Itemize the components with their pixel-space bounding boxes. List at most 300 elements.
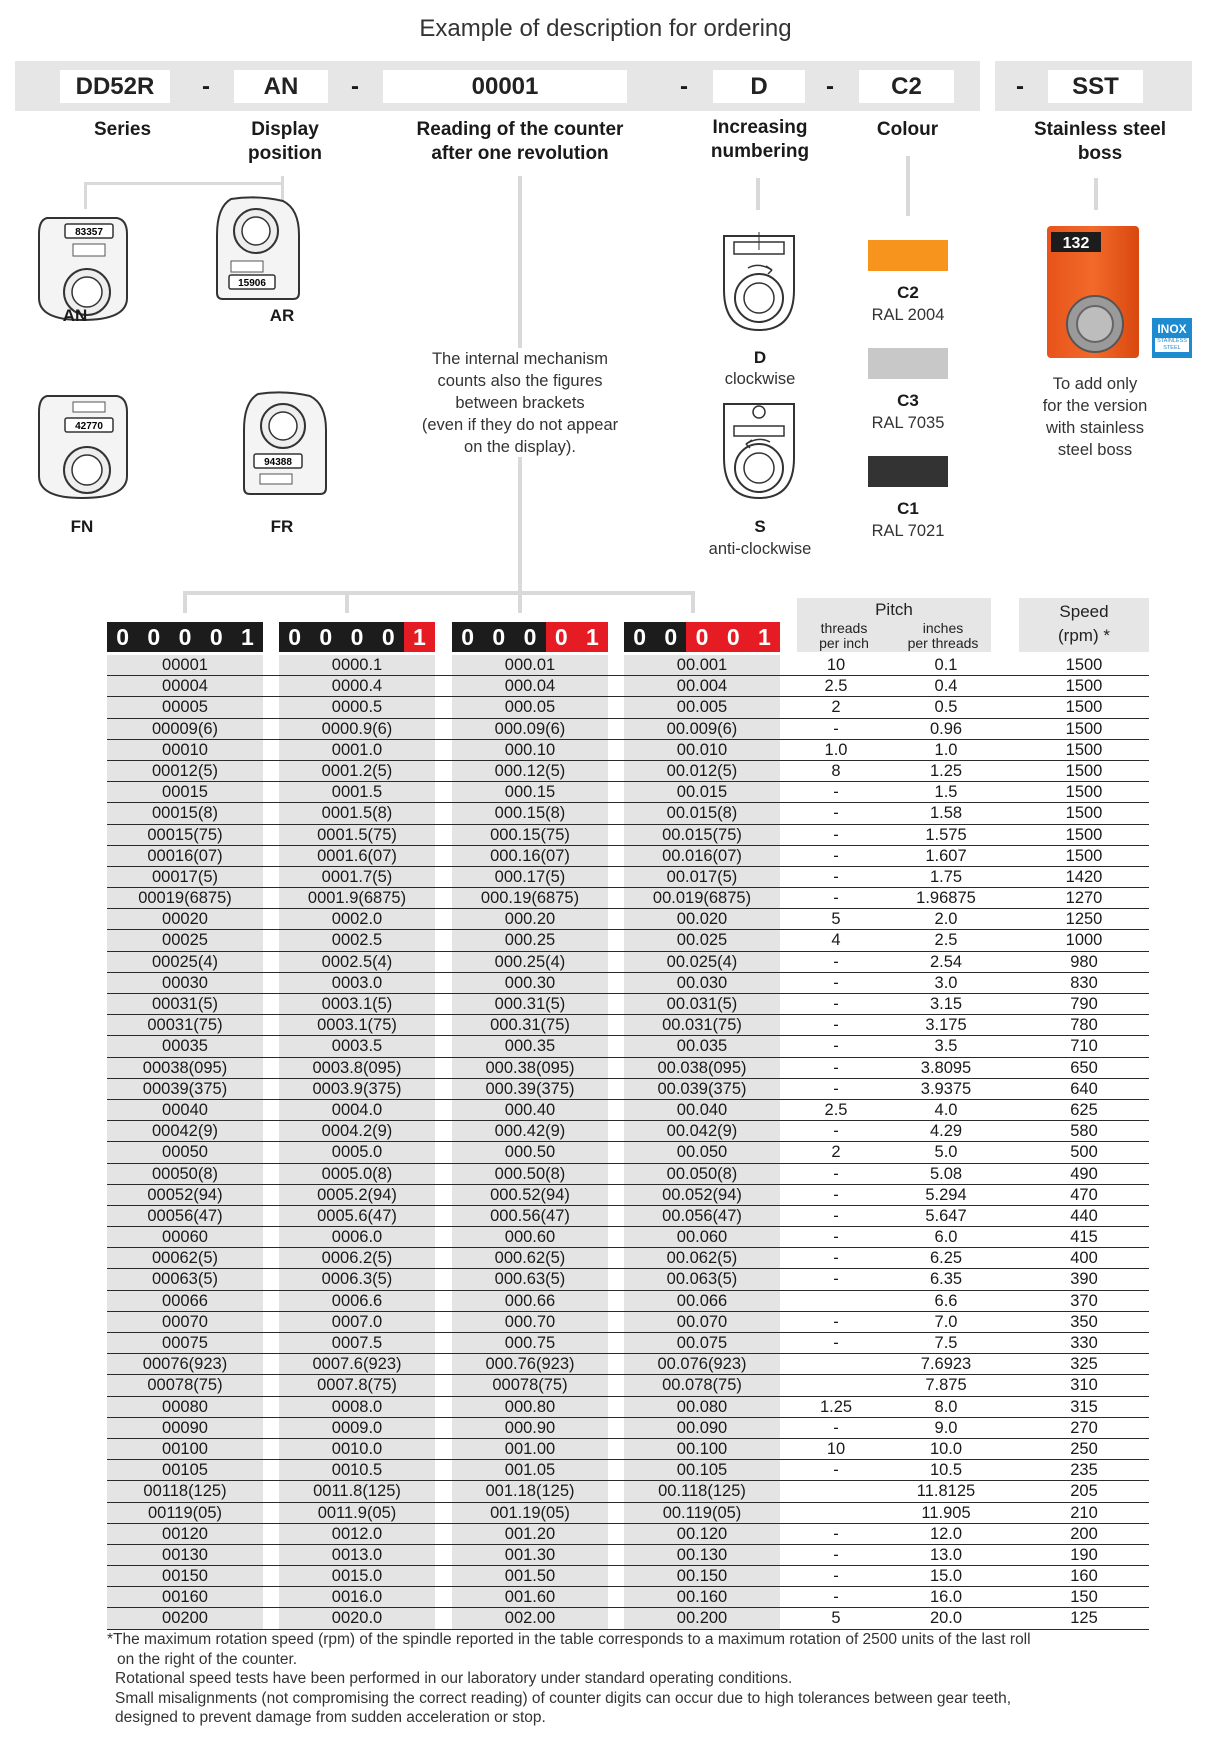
speed-rpm-cell: 1500 <box>1065 761 1103 780</box>
threads-per-inch-cell: - <box>833 1588 839 1607</box>
page-title: Example of description for ordering <box>419 15 792 42</box>
threads-per-inch-cell: - <box>833 1016 839 1035</box>
counter-digit: 0 <box>381 623 395 650</box>
reading-2-roll-cell: 0003.8(095) <box>279 1058 435 1078</box>
inches-per-thread-cell: 2.5 <box>934 931 958 950</box>
position-fn-illustration <box>35 390 130 502</box>
speed-rpm-cell: 1500 <box>1065 783 1103 802</box>
code-separator: - <box>351 73 359 100</box>
speed-rpm-cell: 370 <box>1070 1291 1098 1310</box>
table-row <box>107 1164 1149 1185</box>
table-row <box>107 1375 1149 1396</box>
reading-3-roll-cell: 00078(75) <box>452 1375 608 1395</box>
label-line: position <box>248 143 322 164</box>
counter-digit: 1 <box>749 622 780 652</box>
speed-rpm-cell: 1270 <box>1065 889 1103 908</box>
reading-1-roll-cell: 00035 <box>107 1036 263 1056</box>
colour-c3-ral: RAL 7035 <box>871 414 945 432</box>
reading-1-roll-cell: 00015(75) <box>107 825 263 845</box>
reading-2-roll-cell: 0006.2(5) <box>279 1248 435 1268</box>
speed-rpm-cell: 350 <box>1070 1312 1098 1331</box>
table-row <box>107 1418 1149 1439</box>
data-table <box>107 655 1149 1630</box>
reading-2-roll-cell: 0009.0 <box>279 1418 435 1438</box>
speed-rpm-cell: 400 <box>1070 1249 1098 1268</box>
inches-per-thread-cell: 6.0 <box>934 1228 958 1247</box>
reading-2-roll-cell: 0000.4 <box>279 676 435 696</box>
reading-2-roll-cell: 0003.9(375) <box>279 1079 435 1099</box>
reading-1-roll-cell: 00016(07) <box>107 846 263 866</box>
table-row <box>107 888 1149 909</box>
counter-digit: 0 <box>633 623 646 650</box>
note-line: counts also the figures <box>437 372 603 390</box>
reading-1-roll-cell: 00020 <box>107 909 263 929</box>
table-row <box>107 655 1149 676</box>
reading-2-roll-cell: 0011.8(125) <box>279 1481 435 1501</box>
reading-3-roll-cell: 000.52(94) <box>452 1185 608 1205</box>
reading-4-roll-cell: 00.019(6875) <box>624 888 780 908</box>
counter-digit: 0 <box>546 622 577 652</box>
table-row <box>107 1566 1149 1587</box>
inches-per-thread-cell: 6.35 <box>929 1270 963 1289</box>
reading-3-roll-cell: 000.75 <box>452 1333 608 1353</box>
speed-rpm-cell: 640 <box>1070 1079 1098 1098</box>
reading-3-roll-cell: 000.39(375) <box>452 1079 608 1099</box>
reading-3-roll-cell: 000.56(47) <box>452 1206 608 1226</box>
direction-d-code: D <box>753 348 767 367</box>
guide-line <box>1094 178 1098 210</box>
label-line: Reading of the counter <box>416 119 624 140</box>
reading-1-roll-cell: 00200 <box>107 1608 263 1628</box>
reading-4-roll-cell: 00.056(47) <box>624 1206 780 1226</box>
table-row <box>107 803 1149 824</box>
inches-per-thread-cell: 1.25 <box>929 761 963 780</box>
footnote-line: *The maximum rotation speed (rpm) of the spindle reported in the table corresponds to a maximum rotation of 2500 units of the last roll <box>107 1631 1031 1648</box>
threads-per-inch-cell <box>797 1354 875 1374</box>
inches-per-thread-cell: 10.0 <box>929 1439 963 1458</box>
threads-per-inch-cell: - <box>833 952 839 971</box>
reading-3-roll-cell: 000.30 <box>452 973 608 993</box>
reading-3-roll-cell: 000.31(75) <box>452 1015 608 1035</box>
speed-rpm-cell: 1500 <box>1065 825 1103 844</box>
label-reading <box>390 118 650 166</box>
threads-per-inch-cell: - <box>833 1079 839 1098</box>
inches-per-thread-cell: 0.96 <box>929 719 963 738</box>
table-row <box>107 1503 1149 1524</box>
threads-per-inch-cell: - <box>833 1206 839 1225</box>
inches-per-thread-cell: 5.08 <box>929 1164 963 1183</box>
reading-1-roll-cell: 00017(5) <box>107 867 263 887</box>
reading-1-roll-cell: 00063(5) <box>107 1269 263 1289</box>
reading-4-roll-cell: 00.015(75) <box>624 825 780 845</box>
reading-4-roll-cell: 00.042(9) <box>624 1121 780 1141</box>
reading-1-roll-cell: 00130 <box>107 1545 263 1565</box>
inches-per-thread-cell: 8.0 <box>934 1397 958 1416</box>
counter-digit: 0 <box>288 623 301 650</box>
reading-4-roll-cell: 00.025 <box>624 930 780 950</box>
reading-1-roll-cell: 00060 <box>107 1227 263 1247</box>
threads-per-inch-cell: - <box>833 889 839 908</box>
speed-rpm-cell: 830 <box>1070 973 1098 992</box>
reading-2-roll-cell: 0010.5 <box>279 1460 435 1480</box>
label-line: Stainless steel <box>1033 119 1167 140</box>
inches-per-thread-cell: 12.0 <box>929 1524 963 1543</box>
table-row <box>107 867 1149 888</box>
inox-badge-icon <box>1152 318 1192 358</box>
table-row <box>107 1206 1149 1227</box>
reading-3-roll-cell: 001.19(05) <box>452 1503 608 1523</box>
reading-1-roll-cell: 00040 <box>107 1100 263 1120</box>
reading-3-roll-cell: 000.01 <box>452 655 608 675</box>
reading-2-roll-cell: 0010.0 <box>279 1439 435 1459</box>
code-boss: SST <box>1048 70 1143 103</box>
label-boss <box>1020 118 1180 166</box>
reading-1-roll-cell: 00038(095) <box>107 1058 263 1078</box>
table-row <box>107 1036 1149 1057</box>
inches-per-thread-cell: 1.75 <box>929 867 963 886</box>
guide-line <box>756 178 760 210</box>
threads-per-inch-cell: 10 <box>826 1439 846 1458</box>
mechanism-note <box>400 348 640 458</box>
reading-3-roll-cell: 000.25(4) <box>452 952 608 972</box>
reading-3-roll-cell: 000.16(07) <box>452 846 608 866</box>
reading-2-roll-cell: 0011.9(05) <box>279 1503 435 1523</box>
reading-4-roll-cell: 00.020 <box>624 909 780 929</box>
threads-per-inch-cell: 2.5 <box>824 677 848 696</box>
inches-per-thread-cell: 1.0 <box>934 740 958 759</box>
guide-line <box>183 591 695 595</box>
boss-display-digits: 132 <box>1062 235 1090 252</box>
anti-clockwise-diagram <box>718 398 800 503</box>
reading-3-roll-cell: 001.05 <box>452 1460 608 1480</box>
reading-2-roll-cell: 0001.0 <box>279 740 435 760</box>
table-row <box>107 697 1149 718</box>
table-row <box>107 1185 1149 1206</box>
reading-4-roll-cell: 00.031(5) <box>624 994 780 1014</box>
reading-4-roll-cell: 00.025(4) <box>624 952 780 972</box>
reading-3-roll-cell: 000.17(5) <box>452 867 608 887</box>
reading-4-roll-cell: 00.030 <box>624 973 780 993</box>
table-row <box>107 676 1149 697</box>
reading-3-roll-cell: 000.50 <box>452 1142 608 1162</box>
header-line: inches <box>922 620 964 636</box>
note-line: between brackets <box>455 394 585 412</box>
speed-rpm-cell: 210 <box>1070 1503 1098 1522</box>
code-separator: - <box>202 73 210 100</box>
reading-3-roll-cell: 000.66 <box>452 1291 608 1311</box>
threads-per-inch-cell: - <box>833 804 839 823</box>
inches-per-thread-cell: 1.575 <box>925 825 967 844</box>
reading-4-roll-cell: 00.060 <box>624 1227 780 1247</box>
counter-digit: 0 <box>147 623 161 650</box>
reading-1-roll-cell: 00025(4) <box>107 952 263 972</box>
reading-1-roll-cell: 00120 <box>107 1524 263 1544</box>
position-an-digits: 83357 <box>75 227 103 238</box>
threads-per-inch-cell: - <box>833 1164 839 1183</box>
reading-2-roll-cell: 0007.5 <box>279 1333 435 1353</box>
reading-2-roll-cell: 0020.0 <box>279 1608 435 1628</box>
table-row <box>107 1333 1149 1354</box>
position-fr-digits: 94388 <box>264 457 292 468</box>
reading-4-roll-cell: 00.078(75) <box>624 1375 780 1395</box>
inches-per-thread-cell: 5.294 <box>925 1185 967 1204</box>
reading-3-roll-cell: 000.19(6875) <box>452 888 608 908</box>
table-row <box>107 1439 1149 1460</box>
table-row <box>107 1524 1149 1545</box>
table-row <box>107 973 1149 994</box>
note-line: To add only <box>1052 375 1138 393</box>
reading-1-roll-cell: 00070 <box>107 1312 263 1332</box>
reading-1-roll-cell: 00066 <box>107 1291 263 1311</box>
guide-line <box>691 591 695 613</box>
speed-rpm-cell: 160 <box>1070 1567 1098 1586</box>
reading-2-roll-cell: 0007.6(923) <box>279 1354 435 1374</box>
reading-3-roll-cell: 000.15 <box>452 782 608 802</box>
speed-rpm-cell: 330 <box>1070 1334 1098 1352</box>
threads-per-inch-cell: - <box>833 825 839 844</box>
reading-4-roll-cell: 00.150 <box>624 1566 780 1586</box>
counter-display <box>279 622 435 652</box>
speed-rpm-cell: 1000 <box>1065 931 1103 950</box>
inches-per-thread-header <box>893 621 993 651</box>
label-line: Increasing <box>712 117 808 138</box>
inches-per-thread-cell: 10.5 <box>929 1461 963 1480</box>
reading-2-roll-cell: 0001.2(5) <box>279 761 435 781</box>
label-colour: Colour <box>876 119 939 140</box>
table-row <box>107 1121 1149 1142</box>
inches-per-thread-cell: 4.29 <box>929 1122 963 1141</box>
table-row <box>107 1545 1149 1566</box>
reading-2-roll-cell: 0001.5(75) <box>279 825 435 845</box>
threads-per-inch-cell: 1.0 <box>824 740 848 759</box>
speed-rpm-cell: 150 <box>1070 1588 1098 1607</box>
reading-2-roll-cell: 0002.0 <box>279 909 435 929</box>
reading-4-roll-cell: 00.012(5) <box>624 761 780 781</box>
table-row <box>107 1587 1149 1608</box>
inches-per-thread-cell: 1.607 <box>925 846 967 865</box>
table-row <box>107 846 1149 867</box>
reading-2-roll-cell: 0002.5(4) <box>279 952 435 972</box>
reading-3-roll-cell: 000.05 <box>452 697 608 717</box>
table-row <box>107 1142 1149 1163</box>
speed-rpm-cell: 440 <box>1070 1206 1098 1225</box>
reading-2-roll-cell: 0001.5 <box>279 782 435 802</box>
inox-badge-text: INOX <box>1157 322 1187 336</box>
table-row <box>107 1291 1149 1312</box>
reading-3-roll-cell: 000.90 <box>452 1418 608 1438</box>
code-series: DD52R <box>60 70 170 103</box>
inches-per-thread-cell: 1.58 <box>929 804 963 823</box>
reading-3-roll-cell: 000.63(5) <box>452 1269 608 1289</box>
reading-1-roll-cell: 00075 <box>107 1333 263 1353</box>
reading-3-roll-cell: 000.50(8) <box>452 1164 608 1184</box>
counter-headers <box>107 622 807 652</box>
label-line: after one revolution <box>431 143 609 164</box>
label-line: Display <box>251 119 319 140</box>
reading-3-roll-cell: 000.76(923) <box>452 1354 608 1374</box>
reading-2-roll-cell: 0006.6 <box>279 1291 435 1311</box>
table-row <box>107 825 1149 846</box>
inches-per-thread-cell: 13.0 <box>929 1545 963 1564</box>
counter-digit: 1 <box>577 622 608 652</box>
code-separator: - <box>680 73 688 100</box>
reading-1-roll-cell: 00090 <box>107 1418 263 1438</box>
counter-digit: 0 <box>664 623 678 650</box>
colour-swatch-c2 <box>868 240 948 271</box>
colour-swatch-c1 <box>868 456 948 487</box>
colour-c2-ral: RAL 2004 <box>871 306 945 324</box>
table-row <box>107 1079 1149 1100</box>
reading-2-roll-cell: 0003.1(5) <box>279 994 435 1014</box>
footnote-line: Small misalignments (not compromising the correct reading) of counter digits can occur due to high tolerances between gear teeth, <box>115 1689 1012 1707</box>
reading-4-roll-cell: 00.050(8) <box>624 1164 780 1184</box>
speed-rpm-cell: 190 <box>1070 1545 1098 1564</box>
table-row <box>107 761 1149 782</box>
guide-line <box>84 182 284 185</box>
reading-4-roll-cell: 00.035 <box>624 1036 780 1056</box>
reading-2-roll-cell: 0001.5(8) <box>279 803 435 823</box>
inches-per-thread-cell: 2.0 <box>934 910 958 929</box>
counter-digit: 0 <box>686 622 717 652</box>
speed-rpm-cell: 325 <box>1070 1355 1098 1374</box>
speed-rpm-cell: 650 <box>1070 1058 1098 1077</box>
reading-4-roll-cell: 00.119(05) <box>624 1503 780 1523</box>
speed-rpm-cell: 315 <box>1070 1397 1098 1416</box>
inches-per-thread-cell: 1.5 <box>934 783 958 802</box>
threads-per-inch-cell <box>797 1375 875 1395</box>
speed-rpm-cell: 1500 <box>1065 740 1103 759</box>
header-line: (rpm) * <box>1058 626 1110 645</box>
colour-c3-code: C3 <box>897 391 919 410</box>
table-row <box>107 1397 1149 1418</box>
note-line: The internal mechanism <box>431 350 609 368</box>
reading-4-roll-cell: 00.010 <box>624 740 780 760</box>
reading-1-roll-cell: 00076(923) <box>107 1354 263 1374</box>
position-fn-digits: 42770 <box>75 421 103 432</box>
table-row <box>107 1227 1149 1248</box>
counter-digit: 0 <box>350 623 364 650</box>
reading-3-roll-cell: 000.80 <box>452 1397 608 1417</box>
threads-per-inch-cell: 8 <box>831 761 841 780</box>
inches-per-thread-cell: 3.5 <box>934 1037 958 1056</box>
speed-rpm-cell: 580 <box>1070 1122 1098 1141</box>
threads-per-inch-cell: - <box>833 1270 839 1289</box>
inches-per-thread-cell: 15.0 <box>929 1567 963 1586</box>
reading-1-roll-cell: 00056(47) <box>107 1206 263 1226</box>
guide-line <box>518 457 522 595</box>
reading-3-roll-cell: 000.42(9) <box>452 1121 608 1141</box>
inches-per-thread-cell: 0.5 <box>934 698 958 717</box>
inches-per-thread-cell: 7.5 <box>934 1334 958 1352</box>
speed-rpm-cell: 390 <box>1070 1270 1098 1289</box>
colour-swatch-c3 <box>868 348 948 379</box>
code-numbering: D <box>713 70 805 103</box>
counter-digit: 0 <box>116 623 129 650</box>
reading-1-roll-cell: 00015(8) <box>107 803 263 823</box>
speed-rpm-cell: 780 <box>1070 1016 1098 1035</box>
threads-per-inch-cell: - <box>833 1122 839 1141</box>
reading-2-roll-cell: 0002.5 <box>279 930 435 950</box>
inches-per-thread-cell: 4.0 <box>934 1100 958 1119</box>
reading-3-roll-cell: 000.25 <box>452 930 608 950</box>
reading-1-roll-cell: 00031(5) <box>107 994 263 1014</box>
speed-rpm-cell: 200 <box>1070 1524 1098 1543</box>
threads-per-inch-cell: 5 <box>831 1609 841 1628</box>
header-line: Speed <box>1059 602 1109 621</box>
reading-3-roll-cell: 001.00 <box>452 1439 608 1459</box>
guide-line <box>518 176 522 348</box>
reading-3-roll-cell: 000.15(8) <box>452 803 608 823</box>
inches-per-thread-cell: 1.96875 <box>916 889 976 908</box>
reading-4-roll-cell: 00.063(5) <box>624 1269 780 1289</box>
reading-1-roll-cell: 00052(94) <box>107 1185 263 1205</box>
reading-2-roll-cell: 0003.0 <box>279 973 435 993</box>
reading-1-roll-cell: 00004 <box>107 676 263 696</box>
guide-line <box>84 182 87 209</box>
reading-2-roll-cell: 0012.0 <box>279 1524 435 1544</box>
speed-rpm-cell: 415 <box>1070 1228 1098 1247</box>
reading-2-roll-cell: 0000.9(6) <box>279 719 435 739</box>
clockwise-diagram <box>718 230 800 335</box>
inches-per-thread-cell: 20.0 <box>929 1609 963 1628</box>
speed-rpm-cell: 205 <box>1070 1482 1098 1501</box>
threads-per-inch-cell: - <box>833 719 839 738</box>
reading-2-roll-cell: 0001.7(5) <box>279 867 435 887</box>
reading-3-roll-cell: 000.60 <box>452 1227 608 1247</box>
speed-rpm-cell: 625 <box>1070 1100 1098 1119</box>
threads-per-inch-cell: 1.25 <box>819 1397 853 1416</box>
reading-2-roll-cell: 0007.8(75) <box>279 1375 435 1395</box>
reading-1-roll-cell: 00005 <box>107 697 263 717</box>
inches-per-thread-cell: 6.25 <box>929 1249 963 1268</box>
direction-d-label: clockwise <box>724 370 796 388</box>
note-line: with stainless <box>1045 419 1145 437</box>
reading-1-roll-cell: 00012(5) <box>107 761 263 781</box>
reading-2-roll-cell: 0005.2(94) <box>279 1185 435 1205</box>
guide-line <box>183 591 187 613</box>
reading-3-roll-cell: 001.60 <box>452 1587 608 1607</box>
reading-2-roll-cell: 0005.0(8) <box>279 1164 435 1184</box>
threads-per-inch-cell: - <box>833 783 839 802</box>
reading-3-roll-cell: 000.70 <box>452 1312 608 1332</box>
reading-4-roll-cell: 00.050 <box>624 1142 780 1162</box>
table-row <box>107 782 1149 803</box>
reading-4-roll-cell: 00.040 <box>624 1100 780 1120</box>
note-line: steel boss <box>1057 441 1133 459</box>
speed-rpm-cell: 270 <box>1070 1418 1098 1437</box>
inches-per-thread-cell: 0.1 <box>934 656 958 674</box>
colour-c1-code: C1 <box>897 499 919 518</box>
reading-4-roll-cell: 00.015 <box>624 782 780 802</box>
counter-digit: 0 <box>319 623 333 650</box>
speed-rpm-cell: 1500 <box>1065 677 1103 696</box>
threads-per-inch-cell: 2 <box>831 698 841 717</box>
reading-3-roll-cell: 001.50 <box>452 1566 608 1586</box>
reading-4-roll-cell: 00.017(5) <box>624 867 780 887</box>
direction-s-code: S <box>754 517 766 536</box>
reading-3-roll-cell: 000.40 <box>452 1100 608 1120</box>
speed-rpm-cell: 1500 <box>1065 846 1103 865</box>
reading-3-roll-cell: 001.30 <box>452 1545 608 1565</box>
threads-per-inch-cell: - <box>833 973 839 992</box>
code-separator: - <box>1016 73 1024 100</box>
counter-digit: 0 <box>718 622 749 652</box>
inches-per-thread-cell: 3.15 <box>929 995 963 1013</box>
table-row <box>107 740 1149 761</box>
table-row <box>107 952 1149 973</box>
reading-4-roll-cell: 00.052(94) <box>624 1185 780 1205</box>
reading-4-roll-cell: 00.062(5) <box>624 1248 780 1268</box>
